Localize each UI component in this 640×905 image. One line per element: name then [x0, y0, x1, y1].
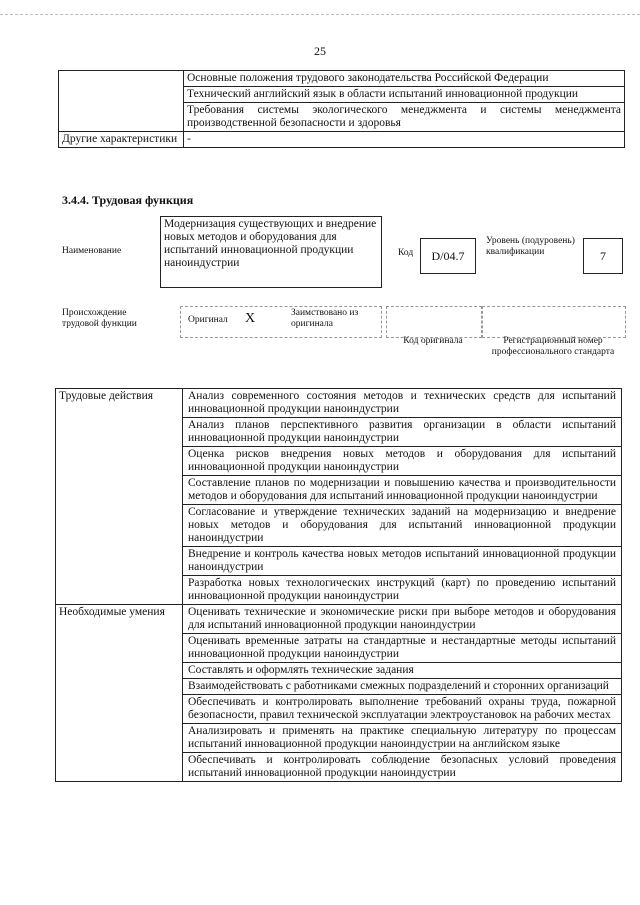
borrowed-label: Заимствовано из оригинала: [291, 308, 359, 329]
table-cell: Технический английский язык в области испытаний инновационной продукции: [184, 87, 625, 103]
function-name-box: Модернизация существующих и внедрение новых методов и оборудования для испытаний инновационной продукции наноиндустрии: [160, 216, 382, 288]
table-cell: Внедрение и контроль качества новых методов испытаний инновационной продукции наноиндустрии: [183, 547, 622, 576]
scan-top-edge: [0, 14, 640, 17]
table-cell: Взаимодействовать с работниками смежных подразделений и сторонних организаций: [183, 679, 622, 695]
table-cell: Согласование и утверждение технических заданий на модернизацию и внедрение новых методов и оборудования для испытаний инновационной продукции наноиндустрии: [183, 505, 622, 547]
reg-number-box: [482, 306, 626, 338]
row-group-label: Трудовые действия: [56, 389, 183, 605]
table-row: [56, 605, 622, 634]
table-cell: Составлять и оформлять технические задания: [183, 663, 622, 679]
table-cell: Оценивать временные затраты на стандартные и нестандартные методы испытаний инновационной продукции наноиндустрии: [183, 634, 622, 663]
knowledge-table: [58, 70, 625, 148]
code-value-box: D/04.7: [420, 238, 476, 274]
table-cell: -: [184, 132, 625, 148]
table-cell: Анализировать и применять на практике специальную литературу по процессам испытаний инновационной продукции наноиндустрии на английском языке: [183, 724, 622, 753]
row-label: Другие характеристики: [59, 132, 184, 148]
table-row: [56, 389, 622, 418]
table-cell: Обеспечивать и контролировать соблюдение безопасных условий проведения испытаний инновационной продукции наноиндустрии: [183, 753, 622, 782]
origin-label: Происхождение трудовой функции: [62, 308, 137, 329]
table-cell: Оценивать технические и экономические риски при выборе методов и оборудования для испытаний инновационной продукции наноиндустрии: [183, 605, 622, 634]
table-cell: Основные положения трудового законодательства Российской Федерации: [184, 71, 625, 87]
name-label: Наименование: [62, 246, 122, 256]
page-number: 25: [314, 44, 326, 58]
code-original-caption: Код оригинала: [403, 336, 463, 346]
section-heading: 3.4.4. Трудовая функция: [62, 193, 194, 207]
code-original-box: [386, 306, 482, 338]
table-cell: Анализ планов перспективного развития организации в области испытаний инновационной продукции наноиндустрии: [183, 418, 622, 447]
table-cell: Разработка новых технологических инструкций (карт) по проведению испытаний инновационной продукции наноиндустрии: [183, 576, 622, 605]
table-cell: Анализ современного состояния методов и технических средств для испытаний инновационной продукции наноиндустрии: [183, 389, 622, 418]
table-cell: Составление планов по модернизации и повышению качества и производительности методов и оборудования для испытаний инновационной продукции наноиндустрии: [183, 476, 622, 505]
reg-number-caption: Регистрационный номер профессионального стандарта: [491, 336, 615, 357]
row-group-label: Необходимые умения: [56, 605, 183, 782]
function-details-table: [55, 388, 622, 782]
table-row: [59, 71, 625, 87]
level-label: Уровень (подуровень) квалификации: [486, 236, 575, 257]
level-value-box: 7: [583, 238, 623, 274]
original-mark: X: [245, 311, 256, 326]
original-label: Оригинал: [188, 315, 228, 325]
table-cell: Обеспечивать и контролировать выполнение требований охраны труда, пожарной безопасности, правил технической эксплуатации электроустановок на рабочих местах: [183, 695, 622, 724]
code-label: Код: [398, 248, 414, 258]
table-row: [59, 132, 625, 148]
row-label: [59, 71, 184, 132]
table-cell: Оценка рисков внедрения новых методов и оборудования для испытаний инновационной продукции наноиндустрии: [183, 447, 622, 476]
table-cell: Требования системы экологического менеджмента и системы менеджмента производственной безопасности и здоровья: [184, 103, 625, 132]
